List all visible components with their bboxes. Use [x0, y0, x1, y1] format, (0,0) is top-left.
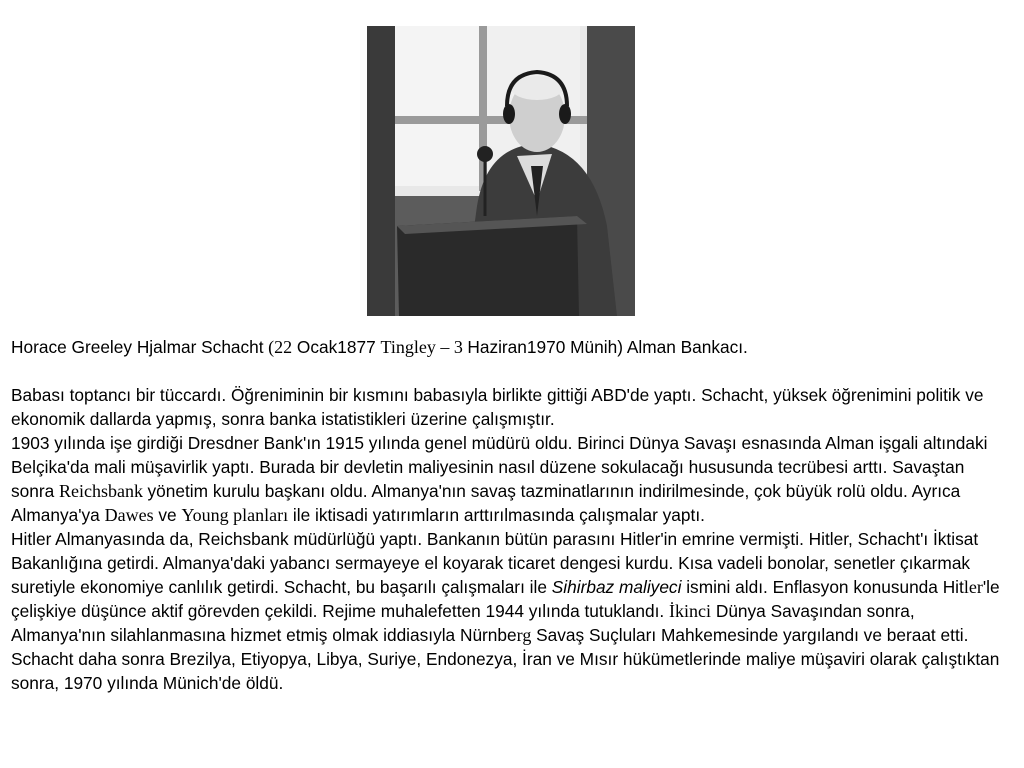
career-text-b: yönetim kurulu başkanı oldu. Almanya'nın savaş tazminatlarının indirilmesinde, çok büyük rolü oldu. Ayrıca Almanya'ya: [11, 481, 961, 525]
birth-day: 22: [274, 337, 293, 357]
nickname-italic: Sihirbaz maliyeci: [551, 577, 687, 597]
biography-text: [11, 335, 1011, 695]
birth-place: Tingley: [380, 337, 436, 357]
career-and: ve: [153, 505, 182, 525]
date-dash: – 3: [435, 337, 468, 357]
paragraph-hitler-era: [11, 527, 1011, 647]
birth-month-year: Ocak1877: [292, 337, 381, 357]
hitler-text-c: 'le çelişkiye düşünce aktif görevden çekildi. Rejime muhalefetten 1944 yılında tutuklandı.: [11, 577, 1000, 621]
hitler-text-d: Dünya Savaşından sonra, Almanya'nın silahlanmasına hizmet etmiş olmak iddiasıyla Nürnbe: [11, 601, 915, 645]
dawes-term: Dawes: [104, 505, 154, 525]
career-text-a: 1903 yılında işe girdiği Dresdner Bank'ın 1915 yılında genel müdürü oldu. Birinci Dünya Savaşı esnasında Alman işgali altındaki Belçika'da mali müşavirlik yaptı. Burada bir devletin maliyesinin nasıl düzene sokulacağı hususunda tecrübesi arttı. Savaştan sonra: [11, 433, 988, 501]
second-term: İkinci: [669, 601, 712, 621]
hitler-text-a: Hitler Almanyasında da, Reichsbank müdürlüğü yaptı. Bankanın bütün parasını Hitler'in emrine vermişti. Hitler, Schacht'ı İktisat Bakanlığına getirdi. Almanya'daki yabancı sermayeye el koyarak ticaret dengesi kurdu. Kısa vadeli bonolar, senetler çıkarmak suretiyle ekonomiye canlılık getirdi. Schacht, bu başarılı çalışmaları ile: [11, 529, 979, 597]
paragraph-gap: [11, 359, 1011, 383]
portrait-photo: [367, 26, 635, 316]
young-plans-term: Young planları: [181, 505, 289, 525]
paragraph-career: [11, 431, 1011, 527]
person-name: Horace Greeley Hjalmar Schacht: [11, 337, 264, 357]
paren-open: (: [263, 337, 275, 357]
hitler-text-e: Savaş Suçluları Mahkemesinde yargılandı ve beraat etti.: [531, 625, 969, 645]
nurnberg-suffix: rg: [516, 625, 532, 645]
hitler-suffix: ler: [963, 577, 983, 597]
portrait-illustration: [367, 26, 635, 316]
paragraph-education: Babası toptancı bir tüccardı. Öğreniminin bir kısmını babasıyla birlikte gittiği ABD'de yaptı. Schacht, yüksek öğrenimini politik ve ekonomik dallarda yapmış, sonra banka istatistikleri üzerine çalışmıştır.: [11, 385, 984, 429]
career-text-c: ile iktisadi yatırımların arttırılmasında çalışmalar yaptı.: [288, 505, 705, 525]
paragraph-later-life: Schacht daha sonra Brezilya, Etiyopya, Libya, Suriye, Endonezya, İran ve Mısır hükümetlerinde maliye müşaviri olarak çalıştıktan sonra, 1970 yılında Münich'de öldü.: [11, 649, 1000, 693]
death-date-place: Haziran1970 Münih) Alman Bankacı.: [467, 337, 748, 357]
hitler-text-b: ismini aldı. Enflasyon konusunda Hit: [686, 577, 964, 597]
reichsbank-term: Reichsbank: [59, 481, 148, 501]
heading-line: [11, 335, 1011, 359]
